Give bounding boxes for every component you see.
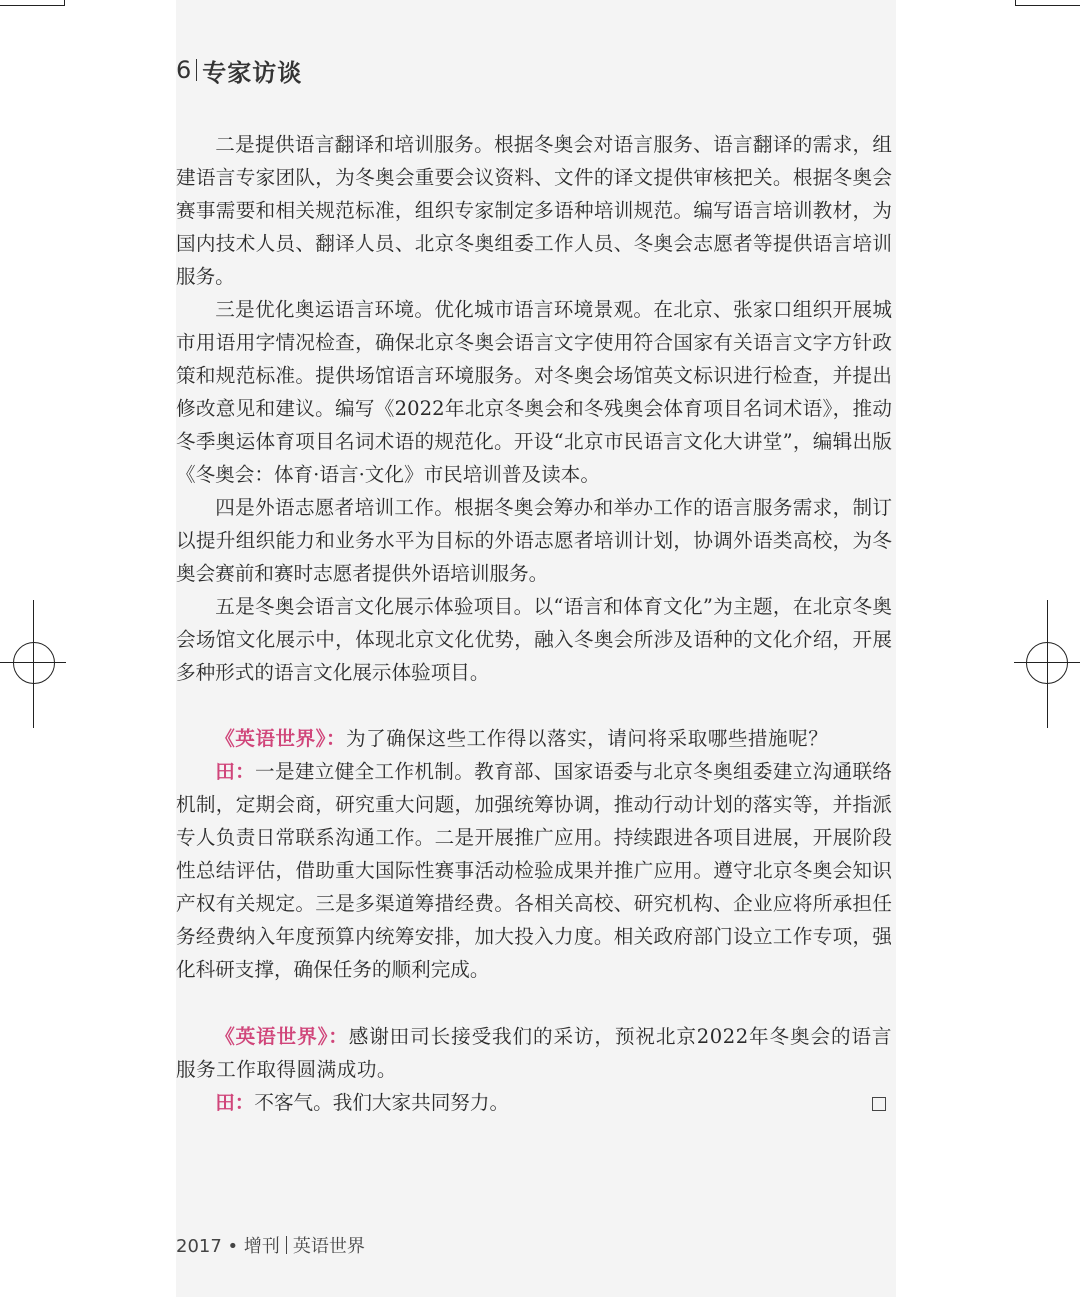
question-speaker: 《英语世界》：	[215, 727, 347, 750]
answer-text: 一是建立健全工作机制。教育部、国家语委与北京冬奥组委建立沟通联络机制，定期会商，研究重大问题，加强统筹协调，推动行动计划的落实等，并指派专人负责日常联系沟通工作。二是开展推广应用。持续跟进各项目进展，开展阶段性总结评估，借助重大国际性赛事活动检验成果并推广应用。遵守北京冬奥会知识产权有关规定。三是多渠道筹措经费。各相关高校、研究机构、企业应将所承担任务经费纳入年度预算内统筹安排，加大投入力度。相关政府部门设立工作专项，强化科研支撑，确保任务的顺利完成。	[176, 760, 893, 981]
answer-speaker: 田：	[215, 1091, 255, 1114]
page-number: 6	[176, 56, 192, 84]
interview-question	[176, 1020, 892, 1086]
footer-divider	[286, 1236, 287, 1254]
crop-mark-top-left	[64, 0, 65, 6]
interview-answer	[176, 1086, 892, 1119]
question-speaker: 《英语世界》：	[215, 1025, 349, 1048]
paragraph: 五是冬奥会语言文化展示体验项目。以“语言和体育文化”为主题，在北京冬奥会场馆文化展示中，体现北京文化优势，融入冬奥会所涉及语种的文化介绍，开展多种形式的语言文化展示体验项目。	[176, 595, 892, 684]
registration-circle-right	[1026, 642, 1068, 684]
crop-mark-top-left-h	[0, 5, 64, 6]
page-footer	[176, 1232, 365, 1258]
crop-mark-top-right-h	[1015, 5, 1080, 6]
spacer	[176, 986, 892, 1020]
footer-magazine: 英语世界	[292, 1236, 365, 1257]
interview-question	[176, 722, 892, 755]
end-of-article-mark	[872, 1097, 886, 1111]
answer-speaker: 田：	[215, 760, 256, 783]
answer-text: 不客气。我们大家共同努力。	[254, 1091, 510, 1114]
paragraph: 二是提供语言翻译和培训服务。根据冬奥会对语言服务、语言翻译的需求，组建语言专家团队，为冬奥会重要会议资料、文件的译文提供审核把关。根据冬奥会赛事需要和相关规范标准，组织专家制定多语种培训规范。编写语言培训教材，为国内技术人员、翻译人员、北京冬奥组委工作人员、冬奥会志愿者等提供语言培训服务。	[176, 133, 892, 288]
registration-circle-left	[13, 642, 55, 684]
page-header	[176, 50, 302, 90]
interview-answer	[176, 755, 892, 986]
question-text: 感谢田司长接受我们的采访，预祝北京2022年冬奥会的语言服务工作取得圆满成功。	[176, 1025, 892, 1081]
spacer	[176, 689, 892, 722]
section-title: 专家访谈	[202, 58, 303, 87]
paragraph: 三是优化奥运语言环境。优化城市语言环境景观。在北京、张家口组织开展城市用语用字情况检查，确保北京冬奥会语言文字使用符合国家有关语言文字方针政策和规范标准。提供场馆语言环境服务。对冬奥会场馆英文标识进行检查，并提出修改意见和建议。编写《2022年北京冬奥会和冬残奥会体育项目名词术语》，推动冬季奥运体育项目名词术语的规范化。开设“北京市民语言文化大讲堂”，编辑出版《冬奥会：体育·语言·文化》市民培训普及读本。	[176, 298, 892, 486]
article-body	[176, 128, 892, 1119]
header-divider	[196, 59, 197, 81]
paragraph: 四是外语志愿者培训工作。根据冬奥会筹办和举办工作的语言服务需求，制订以提升组织能力和业务水平为目标的外语志愿者培训计划，协调外语类高校，为冬奥会赛前和赛时志愿者提供外语培训服务。	[176, 496, 892, 585]
footer-issue: 2017 • 增刊	[176, 1236, 280, 1257]
question-text: 为了确保这些工作得以落实，请问将采取哪些措施呢？	[346, 727, 829, 750]
